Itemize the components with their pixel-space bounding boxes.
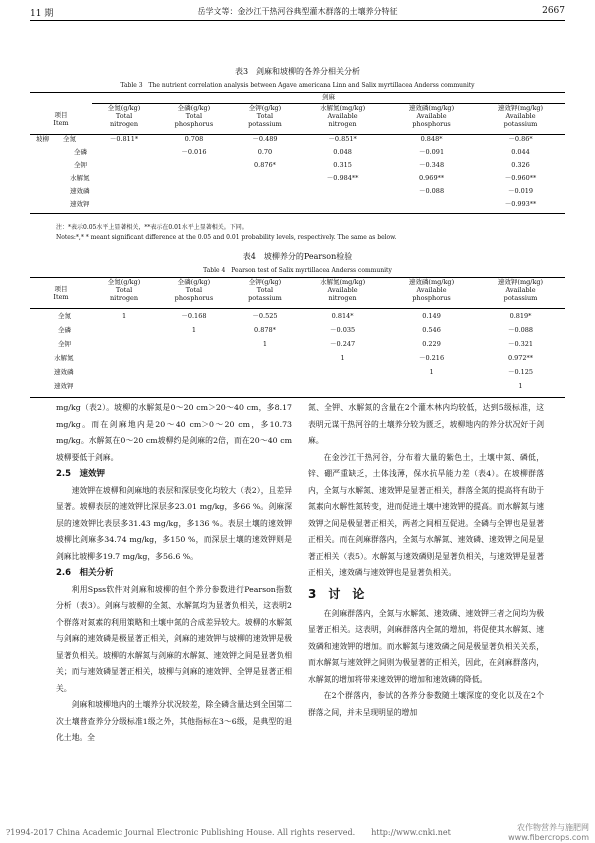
paragraph: 利用Spss软件对剑麻和坡柳的但个养分参数进行Pearson指数分析（表3）。剑麻与坡柳的全氮、水解氮均为显著负相关，这表明2个群落对氮素的利用策略和土壤中氮的合成差异较大。坡柳的水解氮与剑麻的速效磷是极显著正相关，剑麻的速效钾与坡柳的速效钾是极显著负相关。坡柳的水解氮与剑麻的水解氮、速效钾之间是显著负相关；而与速效磷显著正相关，坡柳与剑麻的速效钾、全钾是显著正相关。 xyxy=(56,584,292,693)
paragraph: 氮、全钾、水解氮的含量在2个灌木林内均较低，达到5级标准，这表明元谋干热河谷的土壤养分较为匮乏，坡柳地内的养分状况好于剑麻。 xyxy=(308,403,544,445)
table4-header: 速效钾(mg/kg) Available potassium xyxy=(497,278,544,302)
section-heading-3: 3 讨 论 xyxy=(308,586,365,601)
header-rule xyxy=(30,20,565,21)
table3-item-en: Item xyxy=(53,118,69,127)
table4-header: 全氮(g/kg) Total nitrogen xyxy=(107,278,141,302)
table4-header: 全钾(g/kg) Total potassium xyxy=(248,278,282,302)
copyright-line: ?1994-2017 China Academic Journal Electronic Publishing House. All rights reserved. http://www.cnki.net xyxy=(6,828,451,837)
table3-note-cn: 注：*表示0.05水平上显著相关，**表示在0.01水平上显著相关。下同。 xyxy=(56,224,248,231)
page-number: 2667 xyxy=(542,6,565,16)
table4 xyxy=(30,277,565,398)
table3-header: 速效钾(mg/kg) Available potassium xyxy=(497,104,544,128)
left-column xyxy=(56,400,292,747)
table3-header: 水解氮(mg/kg) Available nitrogen xyxy=(319,104,366,128)
table3-side-label: 坡柳 xyxy=(36,134,49,143)
table-row: 速效磷 1 －0.125 xyxy=(54,368,534,376)
running-header xyxy=(30,6,565,20)
paragraph: mg/kg（表2）。坡柳的水解氮是0～20 cm＞20～40 cm，多8.17 mg/kg。而在剑麻地内是20～40 cm＞0～20 cm，多10.73 mg/kg。水解氮在0～20 cm坡柳约是剑麻的2倍，而在20～40 cm坡柳要低于剑麻。 xyxy=(56,403,292,462)
table3-item-cn: 项目 xyxy=(54,110,68,119)
paragraph: 在2个群落内，参试的各养分参数随土壤深度的变化以及在2个群落之间，并未呈现明显的增加 xyxy=(308,691,544,717)
table-row: 水解氮 1 －0.216 0.972** xyxy=(54,354,534,362)
running-title: 岳学文等：金沙江干热河谷典型灌木群落的土壤养分特征 xyxy=(197,7,398,16)
paragraph: 剑麻和坡柳地内的土壤养分状况较差，除全磷含量达到全国第二次土壤普查养分分级标准1级之外，其他指标在3～6级，是典型的退化土地。全 xyxy=(56,700,292,742)
table4-item-en: Item xyxy=(53,293,69,301)
table3-note-en: Notes:*,* * meant significant difference at the 0.05 and 0.01 probability levels, respectively. The same as below. xyxy=(56,234,397,241)
watermark: 农作物营养与施肥网 www.fibercrops.com xyxy=(508,823,589,842)
table3-group-label: 剑麻 xyxy=(92,93,565,104)
table-row: 全钾 0.876* 0.315 －0.348 0.326 xyxy=(74,160,530,169)
issue-number: 11 期 xyxy=(30,9,54,19)
table4-title-cn: 表4 坡柳养分的Pearson检验 xyxy=(242,252,353,261)
table3-title-en: Table 3 The nutrient correlation analysis between Agave americana Linn and Salix myrtillacea Anderss community xyxy=(120,82,475,89)
table-row: 全磷 －0.016 0.70 0.048 －0.091 0.044 xyxy=(74,147,530,156)
paragraph: 速效钾在坡柳和剑麻地的表层和深层变化均较大（表2），且差异显著。坡柳表层的速效钾比深层多23.01 mg/kg，多66 %。剑麻深层的速效钾比表层多31.43 mg/kg，多136 %。表层土壤的速效钾坡柳比剑麻多34.74 mg/kg，多150 %，而深层土壤的速效钾则是剑麻比坡柳多19.7 mg/kg，多56.6 %。 xyxy=(56,485,292,561)
table-row: 水解氮 －0.984** 0.969** －0.960** xyxy=(70,173,537,182)
paragraph: 在剑麻群落内，全氮与水解氮、速效磷、速效钾三者之间均为极显著正相关。这表明，剑麻群落内全氮的增加，将促使其水解氮、速效磷和速效钾的增加。而水解氮与速效磷之间是极显著负相关关系，而水解氮与速效钾之间则为极显著的正相关，因此，在剑麻群落内，水解氮的增加将带来速效钾的增加和速效磷的降低。 xyxy=(308,608,544,684)
table-row: 全钾 1 －0.247 0.229 －0.321 xyxy=(58,340,534,348)
table-row: 速效钾 －0.993** xyxy=(30,200,565,214)
table4-header: 速效磷(mg/kg) Available phosphorus xyxy=(408,278,455,302)
table-row: 速效磷 －0.088 －0.019 xyxy=(70,186,534,195)
table3-title-cn: 表3 剑麻和坡柳的各养分相关分析 xyxy=(234,67,361,76)
table3-header: 全钾(g/kg) Total potassium xyxy=(248,104,282,128)
table-row: 速效钾 1 xyxy=(30,382,565,398)
table3-header: 速效磷(mg/kg) Available phosphorus xyxy=(408,104,455,128)
table-row: 全磷 1 0.878* －0.035 0.546 －0.088 xyxy=(58,326,534,334)
section-heading-2-5: 2.5 速效钾 xyxy=(56,469,106,479)
table4-title-en: Table 4 Pearson test of Salix myrtillacea Anderss community xyxy=(203,267,392,274)
footer xyxy=(6,823,589,842)
table4-header: 水解氮(mg/kg) Available nitrogen xyxy=(319,278,366,302)
section-heading-2-6: 2.6 相关分析 xyxy=(56,568,114,578)
table4-header: 全磷(g/kg) Total phosphorus xyxy=(174,278,214,302)
table-row: 全氮 1 －0.168 －0.525 0.814* 0.149 0.819* xyxy=(58,312,532,320)
table3-header: 全磷(g/kg) Total phosphorus xyxy=(174,104,214,128)
table3-header: 全氮(g/kg) Total nitrogen xyxy=(107,104,141,128)
table4-item-cn: 项目 xyxy=(54,285,68,293)
paragraph: 在金沙江干热河谷，分布着大量的紫色土，土壤中氮、磷低，锌、硼严重缺乏，土体浅薄，保水抗旱能力差（表4）。在坡柳群落内，全氮与水解氮、速效钾是显著正相关，群落全氮的提高将有助于氮素向水解性氮转变，进而促进土壤中速效钾的提高。而水解氮与速效钾之间是极显著正相关，两者之间相互促进。全磷与全钾也是显著正相关。而在剑麻群落内，全氮与水解氮、速效磷、速效钾之间是显著正相关（表5）。水解氮与速效磷则是显著负相关，与速效钾是显著正相关，速效磷与速效钾也是显著负相关。 xyxy=(308,452,544,577)
table3 xyxy=(30,92,565,214)
right-column xyxy=(308,400,544,721)
table-row: 坡柳 全氮 －0.811* 0.708 －0.489 －0.851* 0.848* －0.86* xyxy=(36,134,533,143)
